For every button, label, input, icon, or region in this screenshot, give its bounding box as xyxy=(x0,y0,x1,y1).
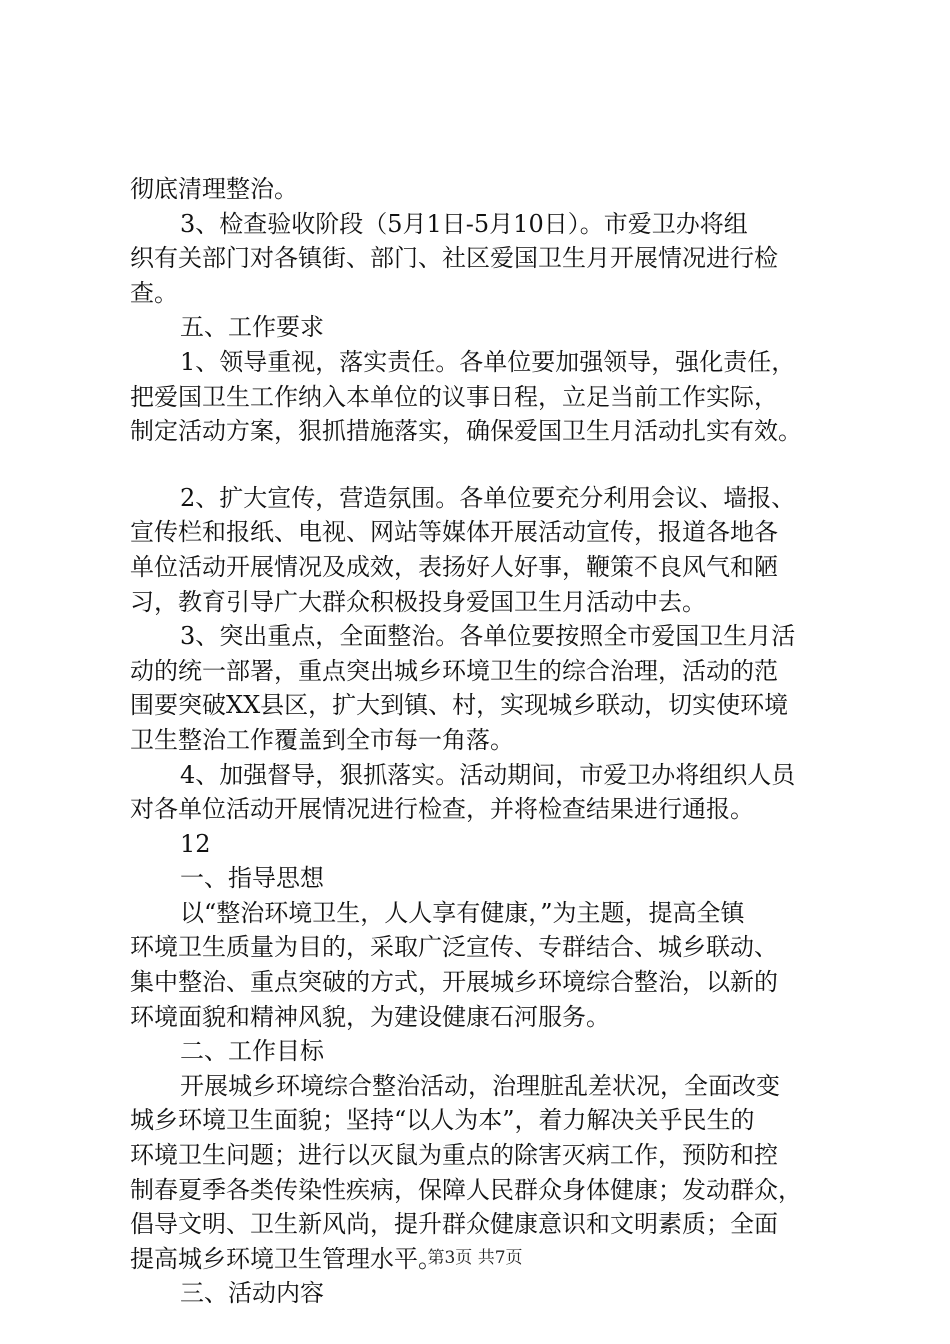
page-number-footer: 第3页 共7页 xyxy=(427,1248,523,1268)
paragraph-line: 以“整治环境卫生，人人享有健康，”为主题，提高全镇 xyxy=(180,898,745,927)
paragraph-line: 开展城乡环境综合整治活动，治理脏乱差状况，全面改变 xyxy=(180,1071,780,1100)
paragraph-line: 倡导文明、卫生新风尚，提升群众健康意识和文明素质；全面 xyxy=(130,1210,778,1239)
section-heading: 一、指导思想 xyxy=(180,864,324,893)
paragraph-line: 城乡环境卫生面貌；坚持“以人为本”，着力解决关乎民生的 xyxy=(130,1106,755,1135)
paragraph-line: 提高城乡环境卫生管理水平。 xyxy=(130,1244,442,1273)
paragraph-line: 1、领导重视，落实责任。各单位要加强领导，强化责任， xyxy=(180,347,796,376)
paragraph-line: 查。 xyxy=(130,278,178,307)
paragraph-line: 3、检查验收阶段（5月1日-5月10日）。市爱卫办将组 xyxy=(180,209,748,238)
paragraph-line: 环境卫生问题；进行以灭鼠为重点的除害灭病工作，预防和控 xyxy=(130,1141,778,1170)
paragraph-line: 2、扩大宣传，营造氛围。各单位要充分利用会议、墙报、 xyxy=(180,483,796,512)
document-body xyxy=(130,172,830,1311)
paragraph-line: 单位活动开展情况及成效，表扬好人好事，鞭策不良风气和陋 xyxy=(130,552,778,581)
paragraph-line: 环境卫生质量为目的，采取广泛宣传、专群结合、城乡联动、 xyxy=(130,933,778,962)
paragraph-line: 围要突破XX县区，扩大到镇、村，实现城乡联动，切实使环境 xyxy=(130,691,789,720)
paragraph-line: 卫生整治工作覆盖到全市每一角落。 xyxy=(130,725,514,754)
paragraph-line: 彻底清理整治。 xyxy=(130,175,298,203)
paragraph-line: 4、加强督导，狠抓落实。活动期间，市爱卫办将组织人员 xyxy=(180,760,796,789)
paragraph-line: 宣传栏和报纸、电视、网站等媒体开展活动宣传，报道各地各 xyxy=(130,518,778,547)
paragraph-gap xyxy=(130,449,830,481)
paragraph-line: 对各单位活动开展情况进行检查，并将检查结果进行通报。 xyxy=(130,795,754,824)
section-heading: 五、工作要求 xyxy=(180,313,324,342)
paragraph-line: 制定活动方案，狠抓措施落实，确保爱国卫生月活动扎实有效。 xyxy=(130,417,802,446)
paragraph-line: 织有关部门对各镇街、部门、社区爱国卫生月开展情况进行检 xyxy=(130,244,778,273)
paragraph-line: 动的统一部署，重点突出城乡环境卫生的综合治理，活动的范 xyxy=(130,656,778,685)
paragraph-line: 3、突出重点，全面整治。各单位要按照全市爱国卫生月活 xyxy=(180,622,796,651)
section-heading: 二、工作目标 xyxy=(180,1037,324,1066)
section-heading: 三、活动内容 xyxy=(180,1279,324,1308)
stray-number: 12 xyxy=(180,829,211,858)
paragraph-line: 制春夏季各类传染性疾病，保障人民群众身体健康；发动群众， xyxy=(130,1175,802,1204)
paragraph-line: 环境面貌和精神风貌，为建设健康石河服务。 xyxy=(130,1002,610,1031)
paragraph-line: 集中整治、重点突破的方式，开展城乡环境综合整治，以新的 xyxy=(130,968,778,997)
paragraph-line: 习，教育引导广大群众积极投身爱国卫生月活动中去。 xyxy=(130,587,706,616)
paragraph-line: 把爱国卫生工作纳入本单位的议事日程，立足当前工作实际， xyxy=(130,382,778,411)
